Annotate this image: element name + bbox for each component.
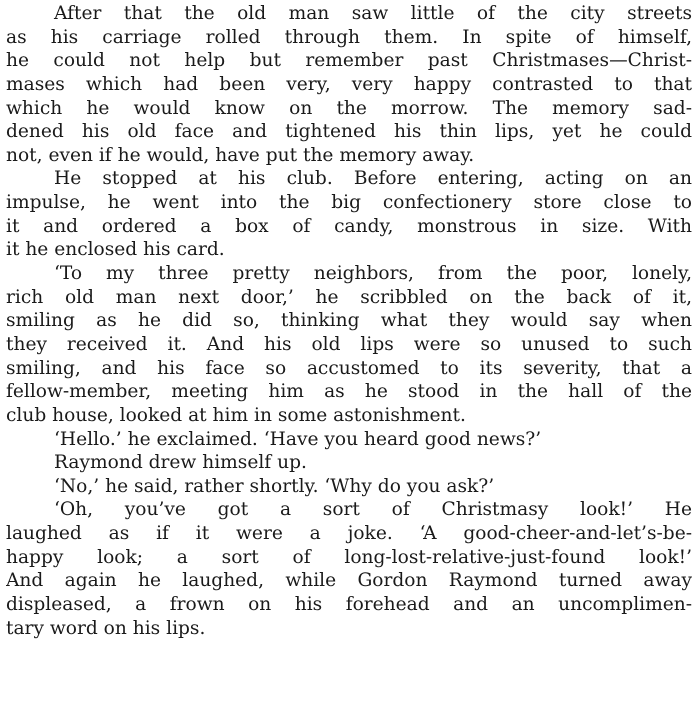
text-line: club house, looked at him in some astonishment. xyxy=(6,404,466,426)
text-line: smiling as he did so, thinking what they would say when xyxy=(6,310,692,332)
text-line: which he would know on the morrow. The memory sad- xyxy=(6,97,692,119)
text-line: After that the old man saw little of the city streets xyxy=(54,3,692,24)
text-line: ‘Hello.’ he exclaimed. ‘Have you heard good news?’ xyxy=(54,428,542,450)
text-line: rich old man next door,’ he scribbled on the back of it, xyxy=(6,286,692,308)
text-line: laughed as if it were a joke. ‘A good-cheer-and-let’s-be- xyxy=(6,523,692,545)
text-line: He stopped at his club. Before entering, acting on an xyxy=(54,168,692,190)
text-line: ‘To my three pretty neighbors, from the poor, lonely, xyxy=(54,263,692,285)
text-line: as his carriage rolled through them. In spite of himself, xyxy=(6,26,692,48)
text-line: ‘No,’ he said, rather shortly. ‘Why do you ask?’ xyxy=(54,475,495,497)
text-line: mases which had been very, very happy contrasted to that xyxy=(6,73,692,95)
text-line: he could not help but remember past Christmases—Christ- xyxy=(6,50,692,72)
text-line: not, even if he would, have put the memory away. xyxy=(6,144,475,166)
document-page xyxy=(6,2,692,640)
text-line: smiling, and his face so accustomed to its severity, that a xyxy=(6,357,692,379)
text-line: it and ordered a box of candy, monstrous in size. With xyxy=(6,215,692,237)
text-block xyxy=(6,2,692,640)
text-line: happy look; a sort of long-lost-relative-just-found look!’ xyxy=(6,546,692,568)
text-line: fellow-member, meeting him as he stood in the hall of the xyxy=(6,381,692,403)
text-line: impulse, he went into the big confectionery store close to xyxy=(6,192,692,214)
text-line: And again he laughed, while Gordon Raymond turned away xyxy=(6,570,692,592)
text-line: dened his old face and tightened his thin lips, yet he could xyxy=(6,121,692,143)
text-line: Raymond drew himself up. xyxy=(54,452,307,474)
text-line: they received it. And his old lips were so unused to such xyxy=(6,333,692,355)
text-line: tary word on his lips. xyxy=(6,617,206,639)
text-line: it he enclosed his card. xyxy=(6,239,225,261)
text-line: displeased, a frown on his forehead and an uncomplimen- xyxy=(6,594,692,616)
text-line: ‘Oh, you’ve got a sort of Christmasy look!’ He xyxy=(54,499,692,521)
